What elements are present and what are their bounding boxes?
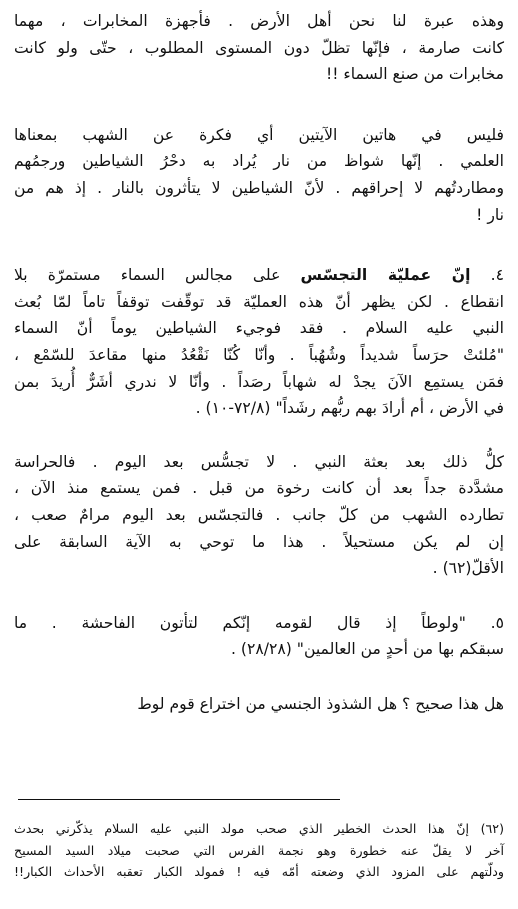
- footnote-line: (٦٢) إنّ هذا الحدث الخطير الذي صحب مولد النبي عليه السلام يذكّرني بحدث: [14, 821, 504, 836]
- text-line: مشدَّدة جداً بعد أن كانت رخوة من قبل . فمن يستمع منذ الآن ،: [14, 479, 504, 498]
- text-line: مخابرات من صنع السماء !!: [325, 65, 504, 84]
- text-line: نار !: [476, 205, 504, 224]
- paragraph-3: [14, 262, 504, 422]
- text-line: كلُّ ذلك بعد بعثة النبي . لا تجسُّس بعد اليوم . فالحراسة: [14, 452, 504, 471]
- text-line: [14, 262, 504, 289]
- paragraph-6: [14, 691, 504, 718]
- text-line: كانت صارمة ، فإنّها تظلّ دون المستوى المطلوب ، حتّى ولو كانت: [14, 38, 504, 57]
- footnote-line: آخر لا يقلّ عنه خطورة وهو نجمة الفرس التي صحبت ميلاد السيد المسيح: [14, 842, 504, 858]
- text-run: "ولوطاً إذ قال لقومه إنّكم لتأتون الفاحشة . ما: [14, 613, 466, 632]
- item-number: ٤.: [490, 266, 504, 285]
- text-line: النبي عليه السلام . فقد فوجيء الشياطين يوماً أنّ السماء: [14, 319, 504, 338]
- section-heading: إنّ عمليّة التجسّس: [300, 266, 471, 285]
- text-line: ومطاردتُهم لا إحراقهم . لأنّ الشياطين لا يتأثرون بالنار . إذ هم من: [14, 178, 504, 197]
- text-line: العلمي . إنّها شواظ من نار يُراد به دحْرُ الشياطين ورجمُهم: [14, 152, 504, 171]
- quote-line: فمَن يستمِع الآنَ يجدْ له شهاباً رصَداً . وأنّا لا ندري أشَرٌّ أُريدَ بمن: [14, 372, 504, 391]
- footnote-divider: [18, 799, 340, 800]
- text-line: الأقلّ(٦٢) .: [432, 559, 504, 578]
- text-run: على مجالس السماء مستمرّة بلا: [14, 266, 281, 285]
- text-line: هل هذا صحيح ؟ هل الشذوذ الجنسي من اختراع قوم لوط: [137, 694, 504, 713]
- text-line: وهذه عبرة لنا نحن أهل الأرض . فأجهزة المخابرات ، مهما: [14, 12, 504, 30]
- paragraph-1: [14, 8, 504, 88]
- quote-line: [14, 610, 504, 637]
- paragraph-5: [14, 610, 504, 663]
- text-line: إن لم يكن مستحيلاً . هذا ما توحي به الآية السابقة على: [14, 532, 504, 551]
- item-number: ٥.: [490, 613, 504, 632]
- paragraph-2: [14, 122, 504, 228]
- quote-line: في الأرض ، أم أرادَ بهم ربُّهم رشَداً" (٧٢/٨-١٠) .: [195, 399, 504, 418]
- quote-line: سبقكم بها من أحدٍ من العالمين" (٢٨/٢٨) .: [231, 640, 504, 659]
- text-line: تطارده الشهب من كلّ جانب . فالتجسّس بعد اليوم مرامٌ صعب ،: [14, 505, 504, 524]
- text-line: فليس في هاتين الآيتين أي فكرة عن الشهب بمعناها: [14, 125, 504, 144]
- footnote-line: ودلّتهم على المزود الذي وضعته أمّه فيه ! فمولد الكبار تعقبه الأحداث الكبار!!: [14, 864, 504, 879]
- footnote-block: [14, 818, 504, 883]
- text-line: انقطاع . لكن يظهر أنّ هذه العمليّة قد توقّفت توقفاً تاماً لمّا بُعث: [14, 292, 504, 311]
- paragraph-4: [14, 449, 504, 582]
- quote-line: "مُلئتْ حرَساً شديداً وشُهُباً . وأنّا كُنّا نَقْعُدُ منها مقاعدَ للسّمْع ،: [14, 345, 504, 364]
